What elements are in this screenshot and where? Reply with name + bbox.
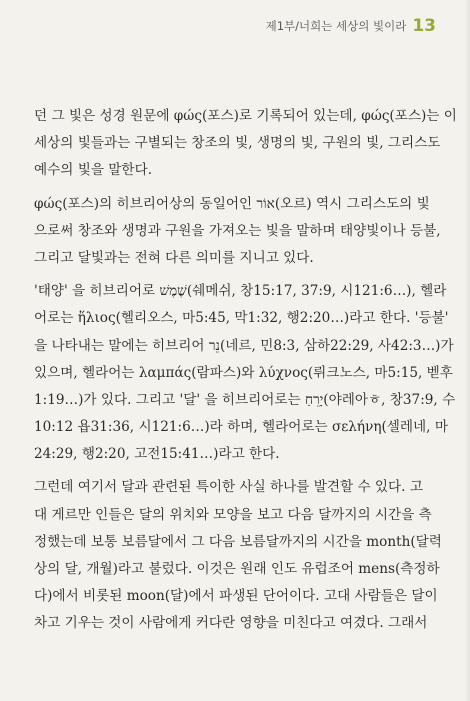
text-line: 던 그 빛은 성경 원문에 φώς(포스)로 기록되어 있는데, φώς(포스)는 이 [34,108,457,124]
text-line: 으로써 창조와 생명과 구원을 가져오는 빛을 말하며 태양빛이나 등불, [34,222,441,239]
page-number: 13 [412,16,436,36]
text-line: 정했는데 보통 보름달에서 그 다음 보름달까지의 시간을 month(달력 [34,533,442,550]
text-line: '태양' 을 히브리어로 שֶׁמֶשׁ(쉐메쉬, 창15:17, 37:9, 시121:6…), 헬라 [34,283,447,300]
text-line: 세상의 빛들과는 구별되는 창조의 빛, 생명의 빛, 구원의 빛, 그리스도 [34,135,441,152]
text-line: 예수의 빛을 말한다. [34,162,153,179]
text-line: φώς(포스)의 히브리어상의 동일어인 אוֹר(오르) 역시 그리스도의 빛 [34,195,430,212]
paragraph-1 [34,103,457,185]
paragraph-3 [34,278,456,468]
body-text [34,103,457,638]
text-line: 10:12 욥31:36, 시121:6…)라 하며, 헬라어로는 σελήνη(셀레네, 마 [34,419,448,436]
text-line: 차고 기우는 것이 사람에게 커다란 영향을 미친다고 여겼다. 그래서 [34,615,428,632]
text-line: 상의 달, 개월)라고 불렀다. 이것은 원래 인도 유럽조어 mens(측정하 [34,561,440,577]
text-line: 24:29, 행2:20, 고전15:41…)라고 한다. [34,446,280,463]
text-line: 그런데 여기서 달과 관련된 특이한 사실 하나를 발견할 수 있다. 고 [34,479,423,496]
page-edge-shadow [464,0,470,701]
text-line: 그리고 달빛과는 전혀 다른 의미를 지니고 있다. [34,249,314,266]
text-line: 1:19…)가 있다. 그리고 '달' 을 히브리어로는 יָרֵחַ(야레아ㅎ, 창37:9, 수 [34,391,456,408]
paragraph-2 [34,191,442,273]
text-line: 을 나타내는 말에는 히브리어 נֵר(네르, 민8:3, 삼하22:29, 사42:3…)가 [34,337,454,354]
text-line: 다)에서 비롯된 moon(달)에서 파생된 단어이다. 고대 사람들은 달이 [34,588,438,605]
text-line: 대 게르만 인들은 달의 위치와 모양을 보고 다음 달까지의 시간을 측 [34,506,432,523]
paragraph-4 [34,474,442,637]
section-title: 제1부/너희는 세상의 빛이라 [265,19,407,33]
text-line: 있으며, 헬라어는 λαμπάς(람파스)와 λύχνος(뤼크노스, 마5:15, 벧후 [34,364,453,381]
text-line: 어로는 ἥλιος(헬리오스, 마5:45, 막1:32, 행2:20…)라고 한다. '등불' [34,310,449,327]
running-header [266,16,436,36]
